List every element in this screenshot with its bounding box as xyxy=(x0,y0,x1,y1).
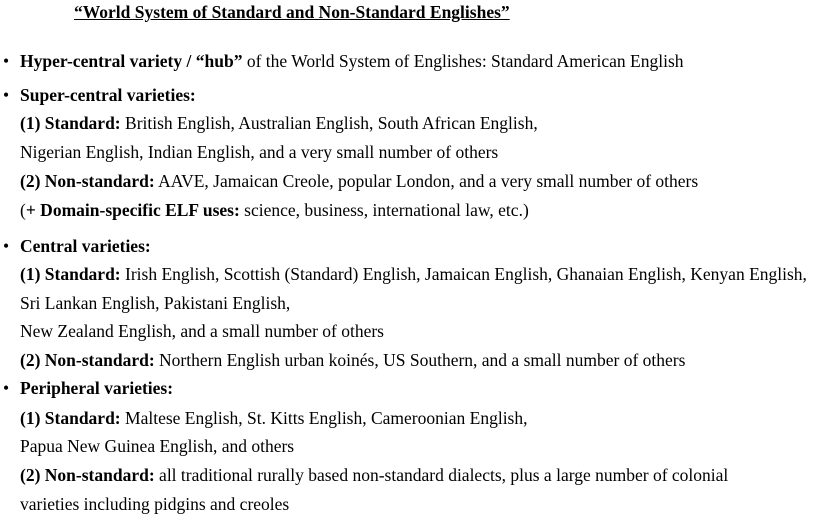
peripheral-nonstandard-text: all traditional rurally based non-standard dialects, plus a large number of colonial xyxy=(154,465,729,485)
super-standard-label: (1) Standard: xyxy=(20,113,121,133)
central-nonstandard-label: (2) Non-standard: xyxy=(20,350,155,370)
central-heading: Central varieties: xyxy=(20,236,151,256)
central-nonstandard-text: Northern English urban koinés, US Southern, and a small number of others xyxy=(154,350,686,370)
bullet-central: • xyxy=(3,236,10,256)
bullet-super: • xyxy=(3,85,10,105)
super-nonstandard-label: (2) Non-standard: xyxy=(20,171,155,191)
central-standard-line-2: Sri Lankan English, Pakistani English, xyxy=(20,293,291,313)
super-standard-line-2: Nigerian English, Indian English, and a very small number of others xyxy=(20,142,499,162)
hub-quote-label: “hub” xyxy=(195,51,243,71)
super-standard-line xyxy=(20,113,538,133)
central-standard-text: Irish English, Scottish (Standard) English, Jamaican English, Ghanaian English, Kenyan English, xyxy=(120,264,807,284)
super-heading: Super-central varieties: xyxy=(20,85,196,105)
peripheral-heading: Peripheral varieties: xyxy=(20,378,174,398)
peripheral-standard-text: Maltese English, St. Kitts English, Cameroonian English, xyxy=(120,408,528,428)
elf-label: + Domain-specific ELF uses: xyxy=(25,200,240,220)
super-nonstandard-text: AAVE, Jamaican Creole, popular London, and a very small number of others xyxy=(154,171,699,191)
bullet-peripheral: • xyxy=(3,378,10,398)
elf-line: (+ Domain-specific ELF uses: science, business, international law, etc.) xyxy=(20,200,529,220)
peripheral-nonstandard-line-2: varieties including pidgins and creoles xyxy=(20,494,290,514)
central-standard-line xyxy=(20,264,807,284)
central-nonstandard-line xyxy=(20,350,685,370)
hub-label: Hyper-central variety / xyxy=(20,51,196,71)
peripheral-standard-line xyxy=(20,408,528,428)
peripheral-standard-line-2: Papua New Guinea English, and others xyxy=(20,436,295,456)
central-standard-line-3: New Zealand English, and a small number of others xyxy=(20,321,384,341)
hub-text: of the World System of Englishes: Standard American English xyxy=(242,51,684,71)
super-nonstandard-line xyxy=(20,171,698,191)
peripheral-standard-label: (1) Standard: xyxy=(20,408,121,428)
central-standard-label: (1) Standard: xyxy=(20,264,121,284)
peripheral-nonstandard-line xyxy=(20,465,728,485)
hub-line xyxy=(20,51,684,71)
peripheral-nonstandard-label: (2) Non-standard: xyxy=(20,465,155,485)
super-standard-text: British English, Australian English, South African English, xyxy=(120,113,538,133)
bullet-hub: • xyxy=(3,51,10,71)
elf-text: science, business, international law, etc.) xyxy=(239,200,529,220)
page-title: “World System of Standard and Non-Standard Englishes” xyxy=(74,2,510,22)
